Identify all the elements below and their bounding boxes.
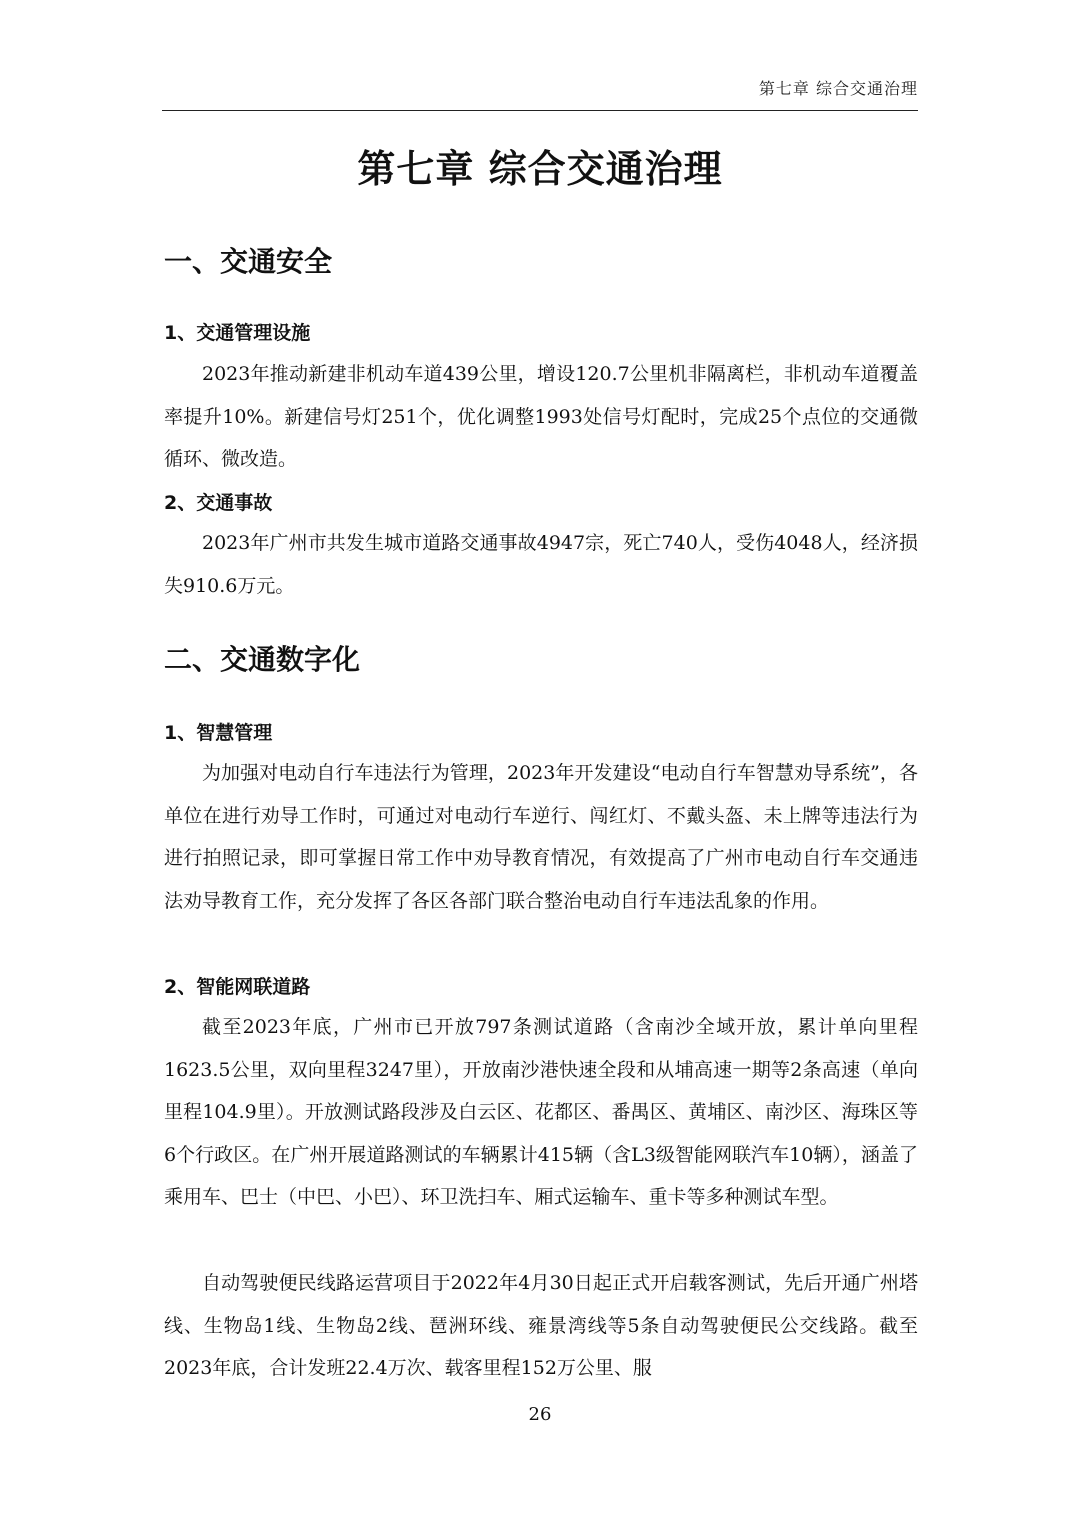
paragraph-traffic-accidents: 2023年广州市共发生城市道路交通事故4947宗，死亡740人，受伤4048人，经济损失910.6万元。	[164, 532, 918, 597]
running-header: 第七章 综合交通治理	[758, 79, 918, 98]
paragraph-management-facilities: 2023年推动新建非机动车道439公里，增设120.7公里机非隔离栏，非机动车道覆盖率提升10%。新建信号灯251个，优化调整1993处信号灯配时，完成25个点位的交通微循环、微改造。	[164, 363, 918, 470]
subsection-title-connected-roads: 2、智能网联道路	[164, 976, 311, 998]
page-number: 26	[528, 1404, 552, 1425]
subsection-title-management-facilities: 1、交通管理设施	[164, 322, 311, 344]
section-title-traffic-digitalization: 二、交通数字化	[164, 643, 361, 676]
paragraph-connected-roads: 截至2023年底，广州市已开放797条测试道路（含南沙全域开放，累计单向里程1623.5公里，双向里程3247里），开放南沙港快速全段和从埔高速一期等2条高速（单向里程104.9里）。开放测试路段涉及白云区、花都区、番禺区、黄埔区、南沙区、海珠区等6个行政区。在广州开展道路测试的车辆累计415辆（含L3级智能网联汽车10辆），涵盖了乘用车、巴士（中巴、小巴）、环卫洗扫车、厢式运输车、重卡等多种测试车型。	[164, 1016, 918, 1208]
paragraph-smart-management: 为加强对电动自行车违法行为管理，2023年开发建设“电动自行车智慧劝导系统”，各单位在进行劝导工作时，可通过对电动行车逆行、闯红灯、不戴头盔、未上牌等违法行为进行拍照记录，即可掌握日常工作中劝导教育情况，有效提高了广州市电动自行车交通违法劝导教育工作，充分发挥了各区各部门联合整治电动自行车违法乱象的作用。	[164, 762, 918, 912]
section-title-traffic-safety: 一、交通安全	[164, 245, 333, 278]
subsection-title-smart-management: 1、智慧管理	[164, 722, 273, 744]
subsection-title-traffic-accidents: 2、交通事故	[164, 492, 273, 514]
chapter-title: 第七章 综合交通治理	[357, 147, 723, 191]
paragraph-autonomous-bus: 自动驾驶便民线路运营项目于2022年4月30日起正式开启载客测试，先后开通广州塔线、生物岛1线、生物岛2线、琶洲环线、雍景湾线等5条自动驾驶便民公交线路。截至2023年底，合计发班22.4万次、载客里程152万公里、服	[164, 1272, 918, 1379]
header-divider	[162, 110, 918, 111]
